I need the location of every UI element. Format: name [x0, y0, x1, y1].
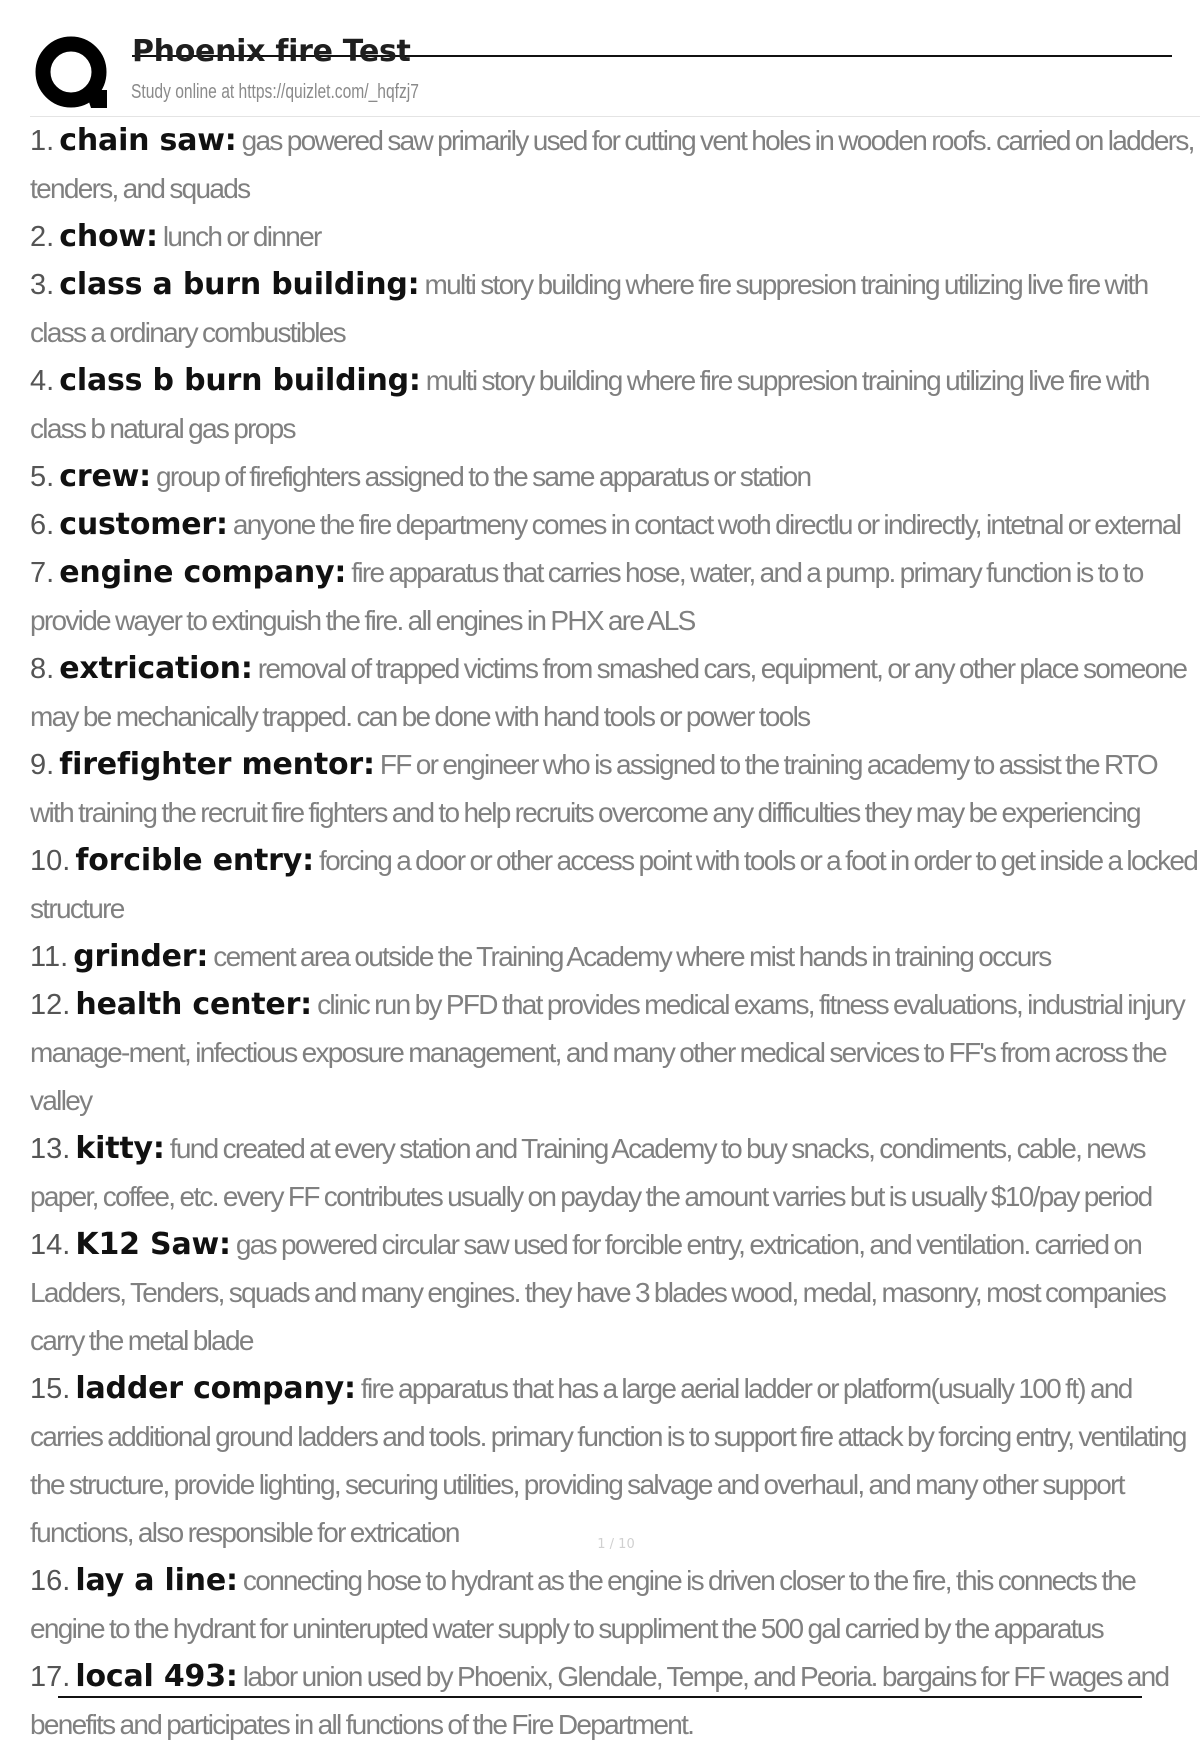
term-word: customer: [59, 507, 228, 542]
term-definition: removal of trapped victims from smashed cars, equipment, or any other place someone may be mechanically trapped. can be done with hand tools or power tools [30, 653, 1187, 732]
term-item [30, 743, 1200, 839]
term-number: 14. [30, 1229, 71, 1261]
term-item [30, 1367, 1200, 1559]
term-definition: gas powered circular saw used for forcible entry, extrication, and ventilation. carried on Ladders, Tenders, squads and many engines. they have 3 blades wood, medal, masonry, most companies carry the metal blade [30, 1229, 1166, 1356]
term-word: chain saw: [59, 123, 237, 158]
term-word: firefighter mentor: [59, 747, 375, 782]
term-number: 6. [30, 509, 55, 541]
term-item [30, 1559, 1200, 1655]
footer-divider [58, 1696, 1142, 1698]
term-definition: fire apparatus that carries hose, water, and a pump. primary function is to to provide wayer to extinguish the fire. all engines in PHX are ALS [30, 557, 1143, 636]
term-number: 5. [30, 461, 55, 493]
term-item [30, 551, 1200, 647]
term-number: 2. [30, 221, 55, 253]
term-number: 16. [30, 1565, 71, 1597]
study-online-link[interactable]: Study online at https://quizlet.com/_hqfzj7 [131, 81, 419, 103]
document-title: Phoenix fire Test [132, 34, 411, 69]
term-word: forcible entry: [75, 843, 314, 878]
term-item [30, 503, 1200, 551]
term-word: class a burn building: [59, 267, 420, 302]
term-word: class b burn building: [59, 363, 421, 398]
term-item [30, 359, 1200, 455]
term-definition: multi story building where fire suppresion training utilizing live fire with class b natural gas props [30, 365, 1149, 444]
header-divider [30, 116, 1200, 117]
term-item [30, 1655, 1200, 1751]
page-number: 1 / 10 [597, 1537, 635, 1552]
term-number: 10. [30, 845, 71, 877]
term-definition: anyone the fire departmeny comes in contact woth directlu or indirectly, intetnal or external [232, 509, 1181, 540]
term-definition: cement area outside the Training Academy where mist hands in training occurs [213, 941, 1051, 972]
term-word: health center: [75, 987, 312, 1022]
term-word: grinder: [73, 939, 209, 974]
term-number: 7. [30, 557, 55, 589]
term-item [30, 1127, 1200, 1223]
term-definition: labor union used by Phoenix, Glendale, Tempe, and Peoria. bargains for FF wages and benefits and participates in all functions of the Fire Department. [30, 1661, 1169, 1740]
term-definition: FF or engineer who is assigned to the training academy to assist the RTO with training the recruit fire fighters and to help recruits overcome any difficulties they may be experiencing [30, 749, 1158, 828]
term-item [30, 455, 1200, 503]
term-word: ladder company: [75, 1371, 356, 1406]
term-definition: clinic run by PFD that provides medical exams, fitness evaluations, industrial injury manage-ment, infectious exposure management, and many other medical services to FF's from across the valley [30, 989, 1185, 1116]
term-number: 8. [30, 653, 55, 685]
term-item [30, 935, 1200, 983]
term-item [30, 215, 1200, 263]
term-word: chow: [59, 219, 158, 254]
term-number: 17. [30, 1661, 71, 1693]
term-definition: group of firefighters assigned to the same apparatus or station [156, 461, 811, 492]
term-item [30, 119, 1200, 215]
term-item [30, 647, 1200, 743]
term-number: 4. [30, 365, 55, 397]
term-word: extrication: [59, 651, 253, 686]
term-number: 12. [30, 989, 71, 1021]
term-definition: lunch or dinner [162, 221, 321, 252]
term-number: 11. [30, 941, 69, 973]
term-number: 1. [30, 125, 55, 157]
term-definition: fire apparatus that has a large aerial ladder or platform(usually 100 ft) and carries additional ground ladders and tools. primary function is to support fire attack by forcing entry, ventilating the structure, provide lighting, securing utilities, providing salvage and overhaul, and many other support functions, also responsible for extrication [30, 1373, 1186, 1548]
term-definition: forcing a door or other access point with tools or a foot in order to get inside a locked structure [30, 845, 1198, 924]
quizlet-logo-icon [33, 34, 115, 114]
term-word: lay a line: [75, 1563, 238, 1598]
page-header [30, 30, 1140, 116]
term-item [30, 983, 1200, 1127]
term-list [30, 119, 1200, 1751]
term-definition: multi story building where fire suppresion training utilizing live fire with class a ordinary combustibles [30, 269, 1148, 348]
term-word: engine company: [59, 555, 347, 590]
term-number: 9. [30, 749, 55, 781]
term-item [30, 1223, 1200, 1367]
term-number: 13. [30, 1133, 71, 1165]
term-word: crew: [59, 459, 151, 494]
term-definition: fund created at every station and Training Academy to buy snacks, condiments, cable, news paper, coffee, etc. every FF contributes usually on payday the amount varries but is usually $10/pay period [30, 1133, 1152, 1212]
term-item [30, 839, 1200, 935]
term-definition: gas powered saw primarily used for cutting vent holes in wooden roofs. carried on ladders, tenders, and squads [30, 125, 1194, 204]
term-word: local 493: [75, 1659, 238, 1694]
term-number: 3. [30, 269, 55, 301]
term-definition: connecting hose to hydrant as the engine is driven closer to the fire, this connects the engine to the hydrant for uninterupted water supply to suppliment the 500 gal carried by the apparatus [30, 1565, 1136, 1644]
term-item [30, 263, 1200, 359]
term-word: kitty: [75, 1131, 165, 1166]
term-word: K12 Saw: [75, 1227, 231, 1262]
term-number: 15. [30, 1373, 71, 1405]
